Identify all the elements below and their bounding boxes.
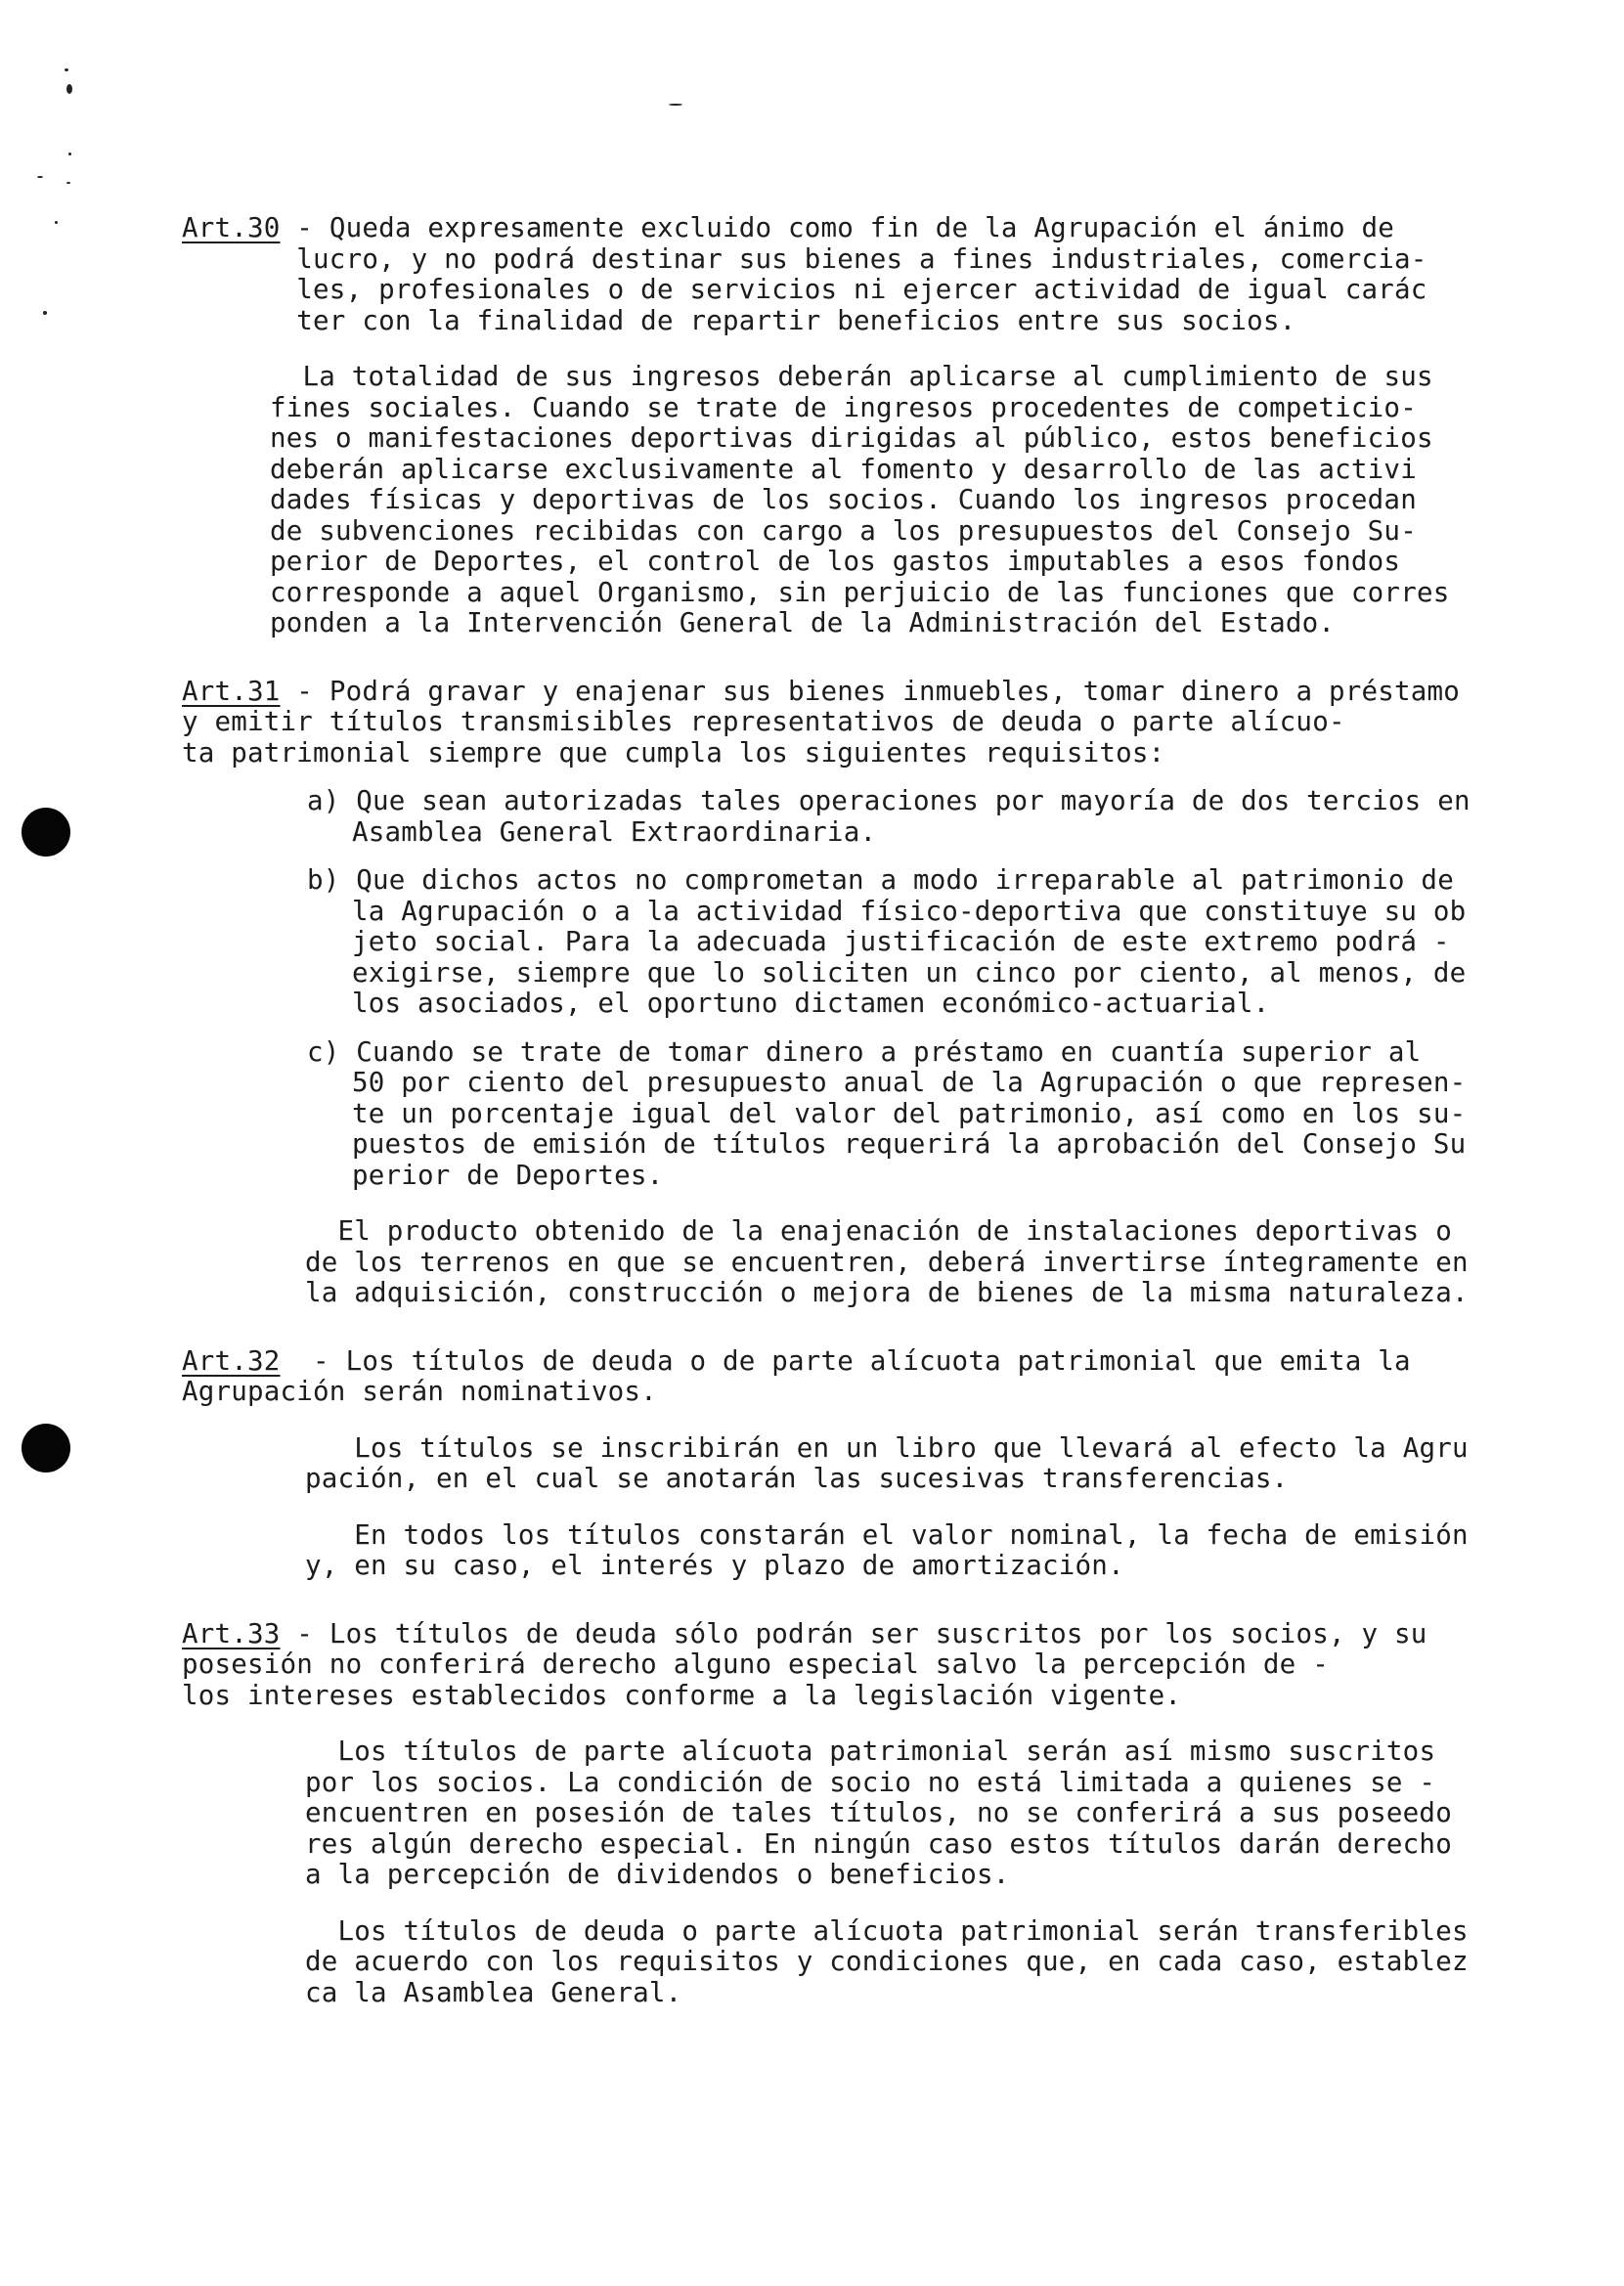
article-33 — [182, 1619, 1590, 2009]
requisite-item-c: c) Cuando se trate de tomar dinero a préstamo en cuantía superior al 50 por ciento del presupuesto anual de la Agrupación o que represen- te un porcentaje igual del valor del patrimonio, así como en los su- puestos de emisión de títulos requerirá la aprobación del Consejo Su perior de Deportes. — [307, 1035, 1467, 1191]
article-label: Art.31 — [182, 675, 281, 707]
article-31 — [182, 677, 1590, 1309]
article-30 — [182, 213, 1590, 639]
scan-speck — [65, 68, 68, 71]
article-label: Art.30 — [182, 212, 281, 243]
scan-speck — [669, 104, 682, 106]
article-text: - Podrá gravar y enajenar sus bienes inmuebles, tomar dinero a préstamo y emitir títulos transmisibles representativos de deuda o parte alícuo- ta patrimonial siempre que cumpla los siguientes requisitos: — [182, 675, 1461, 769]
article-paragraph: Los títulos de parte alícuota patrimonial serán así mismo suscritos por los socios. La condición de socio no está limitada a quienes se - encuentren en posesión de tales títulos, no se conferirá a sus poseedo res algún derecho especial. En ningún caso estos títulos darán derecho a la percepción de dividendos o beneficios. — [305, 1736, 1452, 1890]
article-label: Art.32 — [182, 1344, 281, 1377]
article-paragraph: En todos los títulos constarán el valor nominal, la fecha de emisión y, en su caso, el interés y plazo de amortización. — [305, 1518, 1469, 1581]
article-paragraph: Los títulos de deuda o parte alícuota patrimonial serán transferibles de acuerdo con los requisitos y condiciones que, en cada caso, establez ca la Asamblea General. — [305, 1914, 1469, 2008]
requisite-item-b: b) Que dichos actos no comprometan a modo irreparable al patrimonio de la Agrupación o a la actividad físico-deportiva que constituye su ob jeto social. Para la adecuada justificación de este extremo podrá - exigirse, siempre que lo soliciten un cinco por ciento, al menos, de los asociados, el oportuno dictamen económico-actuarial. — [307, 864, 1467, 1019]
article-32 — [182, 1346, 1590, 1582]
punch-hole — [22, 1424, 70, 1473]
punch-hole — [22, 808, 70, 857]
article-paragraph: El producto obtenido de la enajenación de instalaciones deportivas o de los terrenos en que se encuentren, deberá invertirse íntegramente en la adquisición, construcción o mejora de bienes de la misma naturaleza. — [305, 1215, 1469, 1308]
scan-speck — [66, 84, 72, 94]
article-paragraph: La totalidad de sus ingresos deberán aplicarse al cumplimiento de sus fines sociales. Cuando se trate de ingresos procedentes de competicio- nes o manifestaciones deportivas dirigidas al público, estos beneficios deberán aplicarse exclusivamente al fomento y desarrollo de las activi dades físicas y deportivas de los socios. Cuando los ingresos procedan de subvenciones recibidas con cargo a los presupuestos del Consejo Su- perior de Deportes, el control de los gastos imputables a esos fondos corresponde a aquel Organismo, sin perjuicio de las funciones que corres ponden a la Intervención General de la Administración del Estado. — [270, 361, 1450, 638]
scan-speck — [55, 221, 58, 224]
scan-speck — [66, 182, 70, 184]
scan-speck — [43, 311, 47, 315]
article-text: - Queda expresamente excluido como fin de la Agrupación el ánimo de lucro, y no podrá destinar sus bienes a fines industriales, comercia- les, profesionales o de servicios ni ejercer actividad de igual carác ter con la finalidad de repartir beneficios entre sus socios. — [296, 212, 1427, 336]
scan-speck — [68, 153, 71, 155]
document-body — [182, 213, 1590, 2008]
article-text: - Los títulos de deuda sólo podrán ser suscritos por los socios, y su posesión no conferirá derecho alguno especial salvo la percepción de - los intereses establecidos conforme a la legislación vigente. — [182, 1617, 1427, 1711]
article-label: Art.33 — [182, 1617, 281, 1649]
article-text: - Los títulos de deuda o de parte alícuota patrimonial que emita la Agrupación serán nominativos. — [182, 1344, 1411, 1407]
scan-speck — [37, 176, 43, 178]
article-paragraph: Los títulos se inscribirán en un libro que llevará al efecto la Agru pación, en el cual se anotarán las sucesivas transferencias. — [305, 1431, 1469, 1494]
requisite-item-a: a) Que sean autorizadas tales operaciones por mayoría de dos tercios en Asamblea General Extraordinaria. — [307, 785, 1470, 848]
